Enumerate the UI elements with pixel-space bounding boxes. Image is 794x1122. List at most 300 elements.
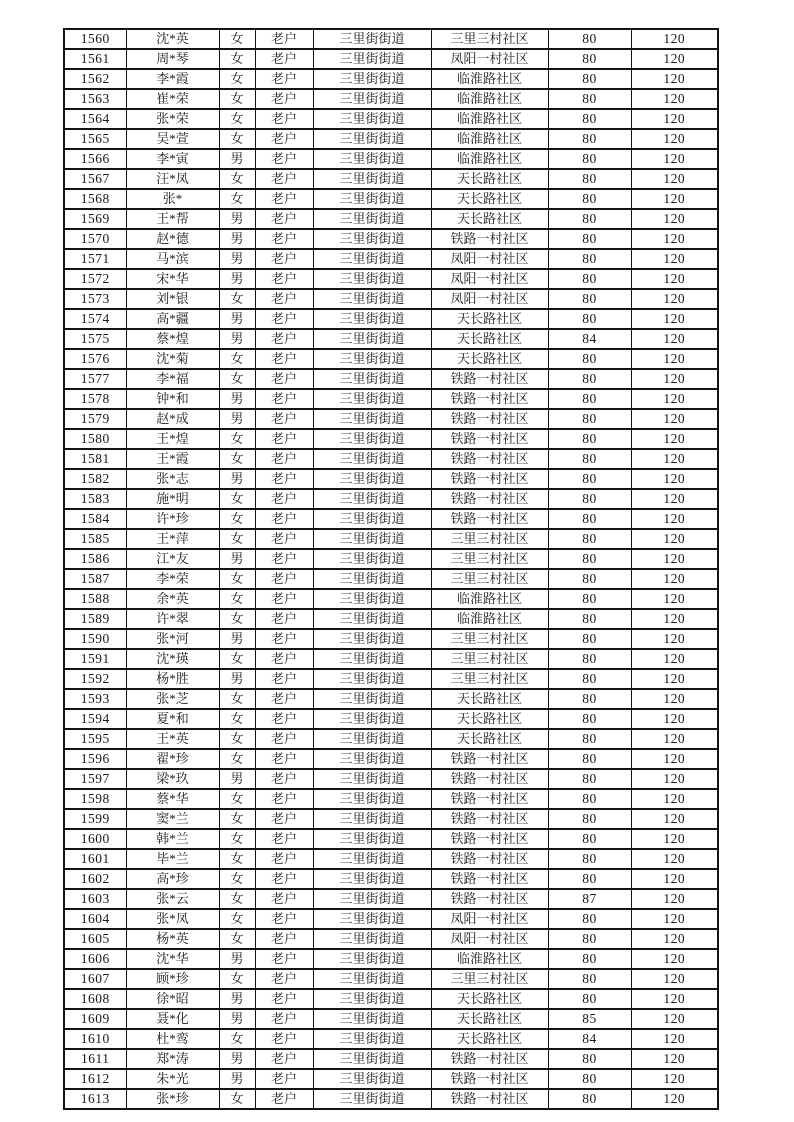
cell-community: 凤阳一村社区 xyxy=(431,289,548,309)
cell-gender: 男 xyxy=(219,989,255,1009)
table-row xyxy=(64,409,718,429)
cell-street: 三里街街道 xyxy=(313,849,431,869)
cell-name: 夏*和 xyxy=(126,709,219,729)
cell-street: 三里街街道 xyxy=(313,289,431,309)
cell-community: 天长路社区 xyxy=(431,1029,548,1049)
cell-amount-1: 80 xyxy=(548,369,631,389)
cell-community: 临淮路社区 xyxy=(431,109,548,129)
cell-name: 许*翠 xyxy=(126,609,219,629)
cell-gender: 女 xyxy=(219,809,255,829)
cell-community: 三里三村社区 xyxy=(431,29,548,49)
cell-amount-1: 80 xyxy=(548,609,631,629)
cell-name: 李*霞 xyxy=(126,69,219,89)
cell-household-type: 老户 xyxy=(255,1089,313,1109)
cell-household-type: 老户 xyxy=(255,969,313,989)
cell-serial-number: 1596 xyxy=(64,749,126,769)
cell-household-type: 老户 xyxy=(255,549,313,569)
cell-household-type: 老户 xyxy=(255,949,313,969)
cell-community: 临淮路社区 xyxy=(431,129,548,149)
cell-household-type: 老户 xyxy=(255,909,313,929)
cell-community: 临淮路社区 xyxy=(431,609,548,629)
cell-household-type: 老户 xyxy=(255,809,313,829)
cell-household-type: 老户 xyxy=(255,709,313,729)
cell-name: 赵*德 xyxy=(126,229,219,249)
cell-amount-2: 120 xyxy=(631,349,718,369)
cell-household-type: 老户 xyxy=(255,889,313,909)
cell-gender: 女 xyxy=(219,69,255,89)
cell-street: 三里街街道 xyxy=(313,509,431,529)
cell-amount-1: 80 xyxy=(548,929,631,949)
cell-household-type: 老户 xyxy=(255,529,313,549)
cell-name: 王*霞 xyxy=(126,449,219,469)
cell-household-type: 老户 xyxy=(255,469,313,489)
cell-street: 三里街街道 xyxy=(313,369,431,389)
cell-name: 窦*兰 xyxy=(126,809,219,829)
cell-community: 铁路一村社区 xyxy=(431,389,548,409)
table-row xyxy=(64,1069,718,1089)
cell-serial-number: 1568 xyxy=(64,189,126,209)
cell-street: 三里街街道 xyxy=(313,189,431,209)
cell-amount-2: 120 xyxy=(631,289,718,309)
cell-serial-number: 1608 xyxy=(64,989,126,1009)
table-row xyxy=(64,169,718,189)
cell-street: 三里街街道 xyxy=(313,109,431,129)
cell-street: 三里街街道 xyxy=(313,769,431,789)
cell-name: 李*寅 xyxy=(126,149,219,169)
cell-amount-1: 80 xyxy=(548,149,631,169)
cell-community: 天长路社区 xyxy=(431,209,548,229)
table-row xyxy=(64,69,718,89)
cell-community: 铁路一村社区 xyxy=(431,789,548,809)
table-row xyxy=(64,829,718,849)
cell-gender: 女 xyxy=(219,349,255,369)
cell-amount-2: 120 xyxy=(631,809,718,829)
cell-street: 三里街街道 xyxy=(313,829,431,849)
cell-amount-1: 80 xyxy=(548,529,631,549)
cell-community: 三里三村社区 xyxy=(431,529,548,549)
cell-community: 铁路一村社区 xyxy=(431,829,548,849)
cell-gender: 男 xyxy=(219,769,255,789)
cell-serial-number: 1610 xyxy=(64,1029,126,1049)
cell-name: 赵*成 xyxy=(126,409,219,429)
cell-street: 三里街街道 xyxy=(313,869,431,889)
cell-household-type: 老户 xyxy=(255,149,313,169)
cell-gender: 女 xyxy=(219,649,255,669)
table-row xyxy=(64,329,718,349)
table-row xyxy=(64,709,718,729)
cell-serial-number: 1609 xyxy=(64,1009,126,1029)
cell-amount-1: 80 xyxy=(548,409,631,429)
cell-gender: 男 xyxy=(219,469,255,489)
cell-community: 铁路一村社区 xyxy=(431,469,548,489)
cell-amount-2: 120 xyxy=(631,709,718,729)
cell-street: 三里街街道 xyxy=(313,729,431,749)
cell-household-type: 老户 xyxy=(255,49,313,69)
cell-household-type: 老户 xyxy=(255,649,313,669)
cell-amount-2: 120 xyxy=(631,29,718,49)
cell-community: 铁路一村社区 xyxy=(431,889,548,909)
cell-street: 三里街街道 xyxy=(313,149,431,169)
cell-serial-number: 1604 xyxy=(64,909,126,929)
cell-household-type: 老户 xyxy=(255,789,313,809)
cell-gender: 女 xyxy=(219,189,255,209)
cell-gender: 女 xyxy=(219,429,255,449)
cell-serial-number: 1587 xyxy=(64,569,126,589)
cell-household-type: 老户 xyxy=(255,429,313,449)
cell-serial-number: 1603 xyxy=(64,889,126,909)
cell-household-type: 老户 xyxy=(255,29,313,49)
cell-serial-number: 1575 xyxy=(64,329,126,349)
cell-name: 余*英 xyxy=(126,589,219,609)
cell-name: 蔡*华 xyxy=(126,789,219,809)
cell-amount-2: 120 xyxy=(631,129,718,149)
cell-community: 凤阳一村社区 xyxy=(431,269,548,289)
cell-name: 沈*菊 xyxy=(126,349,219,369)
cell-amount-1: 80 xyxy=(548,989,631,1009)
cell-gender: 女 xyxy=(219,829,255,849)
cell-name: 宋*华 xyxy=(126,269,219,289)
table-row xyxy=(64,229,718,249)
cell-household-type: 老户 xyxy=(255,1049,313,1069)
cell-gender: 女 xyxy=(219,89,255,109)
cell-amount-2: 120 xyxy=(631,529,718,549)
cell-community: 天长路社区 xyxy=(431,1009,548,1029)
cell-street: 三里街街道 xyxy=(313,709,431,729)
cell-serial-number: 1574 xyxy=(64,309,126,329)
cell-household-type: 老户 xyxy=(255,1069,313,1089)
cell-amount-1: 80 xyxy=(548,749,631,769)
cell-community: 铁路一村社区 xyxy=(431,429,548,449)
table-row xyxy=(64,929,718,949)
cell-street: 三里街街道 xyxy=(313,209,431,229)
cell-amount-2: 120 xyxy=(631,229,718,249)
cell-household-type: 老户 xyxy=(255,209,313,229)
cell-street: 三里街街道 xyxy=(313,689,431,709)
cell-household-type: 老户 xyxy=(255,129,313,149)
cell-street: 三里街街道 xyxy=(313,629,431,649)
table-row xyxy=(64,509,718,529)
cell-serial-number: 1560 xyxy=(64,29,126,49)
cell-household-type: 老户 xyxy=(255,849,313,869)
cell-community: 铁路一村社区 xyxy=(431,1089,548,1109)
cell-amount-1: 84 xyxy=(548,329,631,349)
table-row xyxy=(64,609,718,629)
cell-serial-number: 1586 xyxy=(64,549,126,569)
cell-amount-2: 120 xyxy=(631,629,718,649)
cell-gender: 男 xyxy=(219,269,255,289)
cell-name: 张*河 xyxy=(126,629,219,649)
cell-amount-1: 80 xyxy=(548,429,631,449)
cell-name: 郑*涛 xyxy=(126,1049,219,1069)
cell-serial-number: 1600 xyxy=(64,829,126,849)
cell-gender: 女 xyxy=(219,509,255,529)
cell-amount-1: 80 xyxy=(548,649,631,669)
cell-serial-number: 1567 xyxy=(64,169,126,189)
table-row xyxy=(64,1089,718,1109)
cell-name: 崔*荣 xyxy=(126,89,219,109)
cell-serial-number: 1564 xyxy=(64,109,126,129)
cell-amount-2: 120 xyxy=(631,889,718,909)
cell-serial-number: 1602 xyxy=(64,869,126,889)
cell-amount-1: 80 xyxy=(548,669,631,689)
cell-household-type: 老户 xyxy=(255,289,313,309)
cell-gender: 女 xyxy=(219,29,255,49)
cell-amount-2: 120 xyxy=(631,389,718,409)
cell-amount-1: 87 xyxy=(548,889,631,909)
cell-gender: 女 xyxy=(219,869,255,889)
cell-amount-1: 80 xyxy=(548,469,631,489)
cell-household-type: 老户 xyxy=(255,489,313,509)
table-row xyxy=(64,649,718,669)
cell-street: 三里街街道 xyxy=(313,789,431,809)
cell-serial-number: 1611 xyxy=(64,1049,126,1069)
cell-amount-1: 80 xyxy=(548,389,631,409)
table-row xyxy=(64,549,718,569)
cell-household-type: 老户 xyxy=(255,989,313,1009)
cell-community: 铁路一村社区 xyxy=(431,489,548,509)
cell-household-type: 老户 xyxy=(255,369,313,389)
cell-serial-number: 1573 xyxy=(64,289,126,309)
cell-street: 三里街街道 xyxy=(313,349,431,369)
cell-name: 韩*兰 xyxy=(126,829,219,849)
cell-amount-2: 120 xyxy=(631,209,718,229)
cell-amount-2: 120 xyxy=(631,849,718,869)
table-row xyxy=(64,589,718,609)
table-row xyxy=(64,209,718,229)
cell-serial-number: 1570 xyxy=(64,229,126,249)
cell-household-type: 老户 xyxy=(255,729,313,749)
cell-serial-number: 1597 xyxy=(64,769,126,789)
cell-household-type: 老户 xyxy=(255,869,313,889)
table-row xyxy=(64,869,718,889)
cell-name: 汪*凤 xyxy=(126,169,219,189)
cell-name: 李*福 xyxy=(126,369,219,389)
cell-amount-1: 80 xyxy=(548,129,631,149)
cell-gender: 女 xyxy=(219,749,255,769)
cell-amount-1: 80 xyxy=(548,969,631,989)
table-row xyxy=(64,909,718,929)
cell-gender: 男 xyxy=(219,409,255,429)
cell-gender: 男 xyxy=(219,629,255,649)
table-row xyxy=(64,569,718,589)
cell-name: 王*英 xyxy=(126,729,219,749)
cell-serial-number: 1562 xyxy=(64,69,126,89)
cell-amount-1: 80 xyxy=(548,309,631,329)
cell-community: 铁路一村社区 xyxy=(431,849,548,869)
cell-name: 梁*玖 xyxy=(126,769,219,789)
cell-amount-2: 120 xyxy=(631,789,718,809)
cell-community: 三里三村社区 xyxy=(431,649,548,669)
cell-serial-number: 1571 xyxy=(64,249,126,269)
cell-name: 张*芝 xyxy=(126,689,219,709)
cell-household-type: 老户 xyxy=(255,749,313,769)
cell-amount-2: 120 xyxy=(631,589,718,609)
table-row xyxy=(64,969,718,989)
cell-amount-1: 80 xyxy=(548,729,631,749)
cell-amount-1: 80 xyxy=(548,269,631,289)
cell-community: 三里三村社区 xyxy=(431,629,548,649)
cell-street: 三里街街道 xyxy=(313,89,431,109)
table-row xyxy=(64,949,718,969)
cell-serial-number: 1606 xyxy=(64,949,126,969)
cell-community: 凤阳一村社区 xyxy=(431,249,548,269)
cell-amount-2: 120 xyxy=(631,329,718,349)
cell-household-type: 老户 xyxy=(255,169,313,189)
cell-name: 张*志 xyxy=(126,469,219,489)
cell-name: 李*荣 xyxy=(126,569,219,589)
cell-gender: 男 xyxy=(219,549,255,569)
cell-community: 天长路社区 xyxy=(431,189,548,209)
cell-community: 天长路社区 xyxy=(431,309,548,329)
cell-gender: 女 xyxy=(219,709,255,729)
table-row xyxy=(64,49,718,69)
cell-amount-2: 120 xyxy=(631,769,718,789)
cell-serial-number: 1563 xyxy=(64,89,126,109)
cell-serial-number: 1601 xyxy=(64,849,126,869)
cell-household-type: 老户 xyxy=(255,689,313,709)
cell-gender: 男 xyxy=(219,1049,255,1069)
cell-amount-1: 80 xyxy=(548,789,631,809)
cell-serial-number: 1576 xyxy=(64,349,126,369)
cell-amount-2: 120 xyxy=(631,169,718,189)
cell-street: 三里街街道 xyxy=(313,169,431,189)
table-row xyxy=(64,429,718,449)
cell-name: 高*疆 xyxy=(126,309,219,329)
cell-amount-1: 80 xyxy=(548,709,631,729)
cell-name: 沈*英 xyxy=(126,29,219,49)
cell-street: 三里街街道 xyxy=(313,309,431,329)
table-row xyxy=(64,249,718,269)
table-row xyxy=(64,689,718,709)
cell-street: 三里街街道 xyxy=(313,1009,431,1029)
cell-street: 三里街街道 xyxy=(313,469,431,489)
cell-street: 三里街街道 xyxy=(313,889,431,909)
cell-household-type: 老户 xyxy=(255,89,313,109)
cell-gender: 女 xyxy=(219,449,255,469)
cell-name: 杨*英 xyxy=(126,929,219,949)
cell-household-type: 老户 xyxy=(255,409,313,429)
cell-gender: 男 xyxy=(219,149,255,169)
cell-household-type: 老户 xyxy=(255,349,313,369)
cell-gender: 女 xyxy=(219,729,255,749)
cell-community: 铁路一村社区 xyxy=(431,809,548,829)
cell-community: 临淮路社区 xyxy=(431,69,548,89)
cell-gender: 男 xyxy=(219,949,255,969)
cell-serial-number: 1584 xyxy=(64,509,126,529)
cell-street: 三里街街道 xyxy=(313,129,431,149)
cell-street: 三里街街道 xyxy=(313,569,431,589)
cell-street: 三里街街道 xyxy=(313,549,431,569)
cell-street: 三里街街道 xyxy=(313,1089,431,1109)
table-row xyxy=(64,629,718,649)
cell-street: 三里街街道 xyxy=(313,929,431,949)
cell-gender: 男 xyxy=(219,1069,255,1089)
cell-gender: 男 xyxy=(219,329,255,349)
cell-name: 聂*化 xyxy=(126,1009,219,1029)
table-row xyxy=(64,309,718,329)
cell-gender: 男 xyxy=(219,309,255,329)
cell-household-type: 老户 xyxy=(255,269,313,289)
cell-community: 临淮路社区 xyxy=(431,949,548,969)
cell-amount-2: 120 xyxy=(631,669,718,689)
cell-community: 铁路一村社区 xyxy=(431,1049,548,1069)
cell-household-type: 老户 xyxy=(255,1009,313,1029)
cell-amount-1: 80 xyxy=(548,209,631,229)
cell-gender: 女 xyxy=(219,569,255,589)
cell-community: 铁路一村社区 xyxy=(431,869,548,889)
cell-gender: 女 xyxy=(219,789,255,809)
cell-community: 铁路一村社区 xyxy=(431,1069,548,1089)
cell-street: 三里街街道 xyxy=(313,669,431,689)
cell-name: 张*珍 xyxy=(126,1089,219,1109)
cell-amount-2: 120 xyxy=(631,489,718,509)
cell-gender: 女 xyxy=(219,609,255,629)
cell-serial-number: 1582 xyxy=(64,469,126,489)
cell-community: 天长路社区 xyxy=(431,169,548,189)
cell-amount-2: 120 xyxy=(631,89,718,109)
cell-community: 天长路社区 xyxy=(431,729,548,749)
cell-community: 铁路一村社区 xyxy=(431,509,548,529)
cell-household-type: 老户 xyxy=(255,329,313,349)
cell-street: 三里街街道 xyxy=(313,969,431,989)
cell-serial-number: 1594 xyxy=(64,709,126,729)
cell-serial-number: 1593 xyxy=(64,689,126,709)
cell-amount-1: 80 xyxy=(548,829,631,849)
cell-amount-2: 120 xyxy=(631,829,718,849)
cell-serial-number: 1580 xyxy=(64,429,126,449)
cell-gender: 女 xyxy=(219,49,255,69)
cell-amount-1: 80 xyxy=(548,589,631,609)
cell-amount-1: 80 xyxy=(548,869,631,889)
cell-amount-2: 120 xyxy=(631,249,718,269)
cell-amount-1: 80 xyxy=(548,549,631,569)
table-row xyxy=(64,1029,718,1049)
cell-serial-number: 1561 xyxy=(64,49,126,69)
cell-community: 凤阳一村社区 xyxy=(431,929,548,949)
cell-amount-1: 80 xyxy=(548,449,631,469)
cell-name: 张* xyxy=(126,189,219,209)
cell-amount-1: 80 xyxy=(548,89,631,109)
cell-household-type: 老户 xyxy=(255,509,313,529)
cell-name: 张*荣 xyxy=(126,109,219,129)
cell-name: 王*煌 xyxy=(126,429,219,449)
cell-household-type: 老户 xyxy=(255,249,313,269)
cell-amount-1: 80 xyxy=(548,49,631,69)
cell-gender: 男 xyxy=(219,389,255,409)
cell-community: 铁路一村社区 xyxy=(431,449,548,469)
cell-household-type: 老户 xyxy=(255,189,313,209)
cell-street: 三里街街道 xyxy=(313,1029,431,1049)
cell-serial-number: 1583 xyxy=(64,489,126,509)
cell-amount-2: 120 xyxy=(631,609,718,629)
cell-community: 铁路一村社区 xyxy=(431,369,548,389)
cell-street: 三里街街道 xyxy=(313,49,431,69)
cell-name: 沈*瑛 xyxy=(126,649,219,669)
cell-household-type: 老户 xyxy=(255,669,313,689)
cell-street: 三里街街道 xyxy=(313,989,431,1009)
cell-name: 江*友 xyxy=(126,549,219,569)
cell-name: 翟*珍 xyxy=(126,749,219,769)
table-row xyxy=(64,469,718,489)
cell-serial-number: 1589 xyxy=(64,609,126,629)
cell-amount-1: 80 xyxy=(548,109,631,129)
cell-name: 周*琴 xyxy=(126,49,219,69)
cell-amount-1: 80 xyxy=(548,849,631,869)
cell-serial-number: 1598 xyxy=(64,789,126,809)
cell-community: 天长路社区 xyxy=(431,349,548,369)
cell-household-type: 老户 xyxy=(255,309,313,329)
cell-amount-2: 120 xyxy=(631,689,718,709)
